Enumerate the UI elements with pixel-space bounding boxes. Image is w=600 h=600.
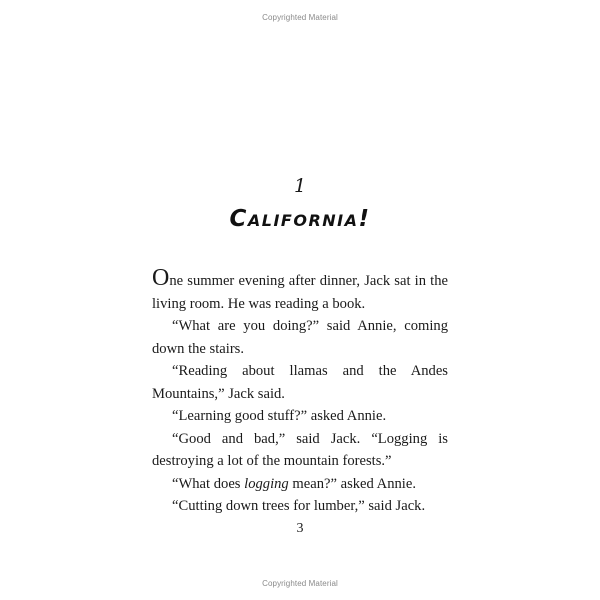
paragraph bbox=[152, 360, 448, 405]
drop-cap: O bbox=[152, 265, 170, 291]
paragraph-text: “Learning good stuff?” asked Annie. bbox=[172, 408, 387, 424]
paragraph-text: mean?” asked Annie. bbox=[288, 475, 416, 492]
paragraph bbox=[152, 495, 448, 518]
paragraph-text: “Reading about llamas and the Andes Mountains,” Jack said. bbox=[152, 363, 448, 402]
copyright-watermark-top: Copyrighted Material bbox=[262, 13, 338, 22]
chapter-title: California! bbox=[229, 206, 371, 232]
paragraph bbox=[152, 315, 448, 360]
paragraph-text: ne summer evening after dinner, Jack sat in the living room. He was reading a book. bbox=[152, 273, 448, 312]
paragraph bbox=[152, 265, 448, 315]
paragraph-text: “What are you doing?” said Annie, coming down the stairs. bbox=[152, 318, 448, 357]
paragraph bbox=[152, 428, 448, 473]
chapter-body bbox=[152, 265, 448, 518]
paragraph-text: “What does bbox=[172, 475, 245, 492]
copyright-watermark-bottom: Copyrighted Material bbox=[262, 579, 338, 588]
paragraph bbox=[152, 405, 448, 428]
paragraph bbox=[152, 473, 448, 496]
paragraph-text: “Cutting down trees for lumber,” said Jack. bbox=[172, 498, 426, 514]
italic-word: logging bbox=[244, 475, 289, 492]
page-number: 3 bbox=[296, 521, 304, 536]
chapter-number: 1 bbox=[293, 175, 307, 197]
paragraph-text: “Good and bad,” said Jack. “Logging is destroying a lot of the mountain forests.” bbox=[152, 430, 448, 469]
